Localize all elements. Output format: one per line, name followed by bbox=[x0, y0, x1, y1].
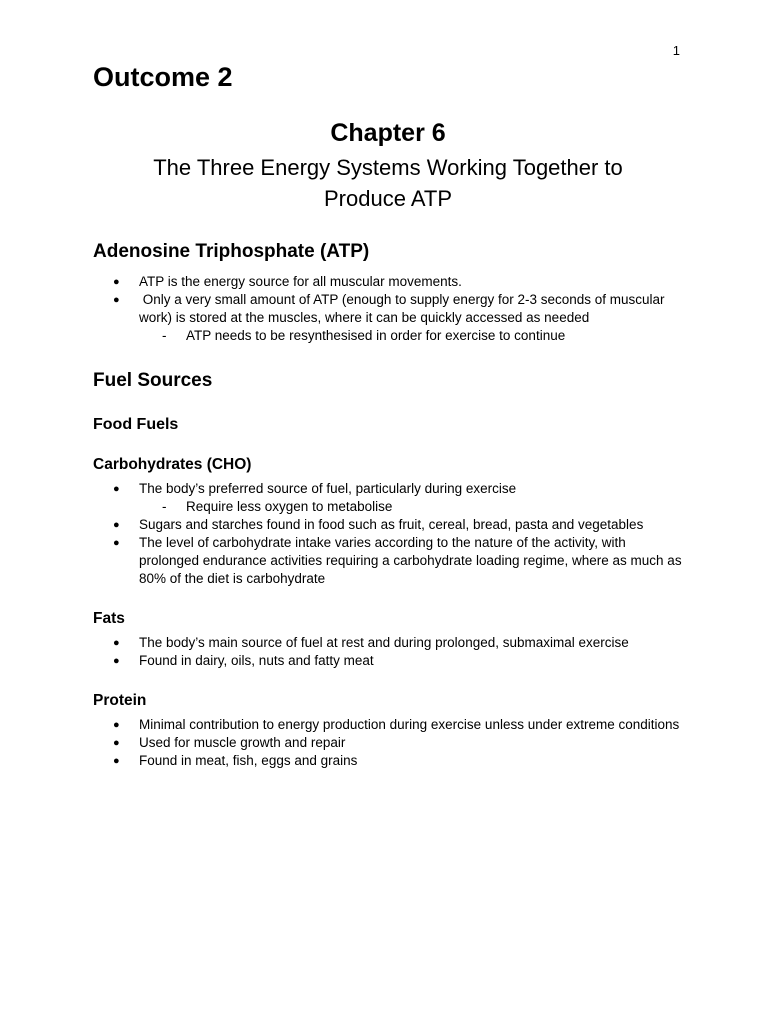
list-item-text: The body’s preferred source of fuel, particularly during exercise bbox=[139, 481, 517, 496]
list-item bbox=[93, 516, 683, 534]
outcome-title: Outcome 2 bbox=[93, 62, 233, 92]
list-item-text: Only a very small amount of ATP (enough to supply energy for 2-3 seconds of muscular work) is stored at the muscles, where it can be quickly accessed as needed bbox=[139, 292, 669, 325]
bullet-icon: ● bbox=[113, 483, 120, 495]
list-item-text: The level of carbohydrate intake varies according to the nature of the activity, with prolonged endurance activities requiring a carbohydrate loading regime, where as much as 80% of the diet is carbohydrate bbox=[139, 535, 682, 586]
dash-icon: - bbox=[162, 328, 167, 343]
subtitle-line-1: The Three Energy Systems Working Together to bbox=[153, 155, 623, 180]
sub-list-item-text: Require less oxygen to metabolise bbox=[186, 499, 393, 514]
chapter-subtitle bbox=[93, 152, 683, 214]
list-item-text: ATP is the energy source for all muscular movements. bbox=[139, 274, 462, 289]
list-item bbox=[93, 752, 683, 770]
sub-list-item bbox=[139, 498, 683, 516]
bullet-icon: ● bbox=[113, 519, 120, 531]
atp-sub-list bbox=[93, 327, 683, 345]
fats-heading: Fats bbox=[93, 610, 125, 627]
list-item-text: Found in dairy, oils, nuts and fatty meat bbox=[139, 653, 374, 668]
carbohydrates-bullet-list bbox=[93, 480, 683, 498]
list-item bbox=[93, 291, 683, 327]
list-item-text: Found in meat, fish, eggs and grains bbox=[139, 753, 358, 768]
protein-bullet-list bbox=[93, 716, 683, 770]
atp-heading: Adenosine Triphosphate (ATP) bbox=[93, 241, 370, 262]
bullet-icon: ● bbox=[113, 294, 120, 306]
subtitle-line-2: Produce ATP bbox=[324, 186, 452, 211]
list-item bbox=[93, 716, 683, 734]
list-item bbox=[93, 480, 683, 498]
bullet-icon: ● bbox=[113, 719, 120, 731]
list-item-text: Sugars and starches found in food such as fruit, cereal, bread, pasta and vegetables bbox=[139, 517, 644, 532]
list-item-text: Used for muscle growth and repair bbox=[139, 735, 346, 750]
bullet-icon: ● bbox=[113, 737, 120, 749]
carbohydrates-sub-list bbox=[93, 498, 683, 516]
list-item-text: Minimal contribution to energy production during exercise unless under extreme conditions bbox=[139, 717, 680, 732]
list-item-text: The body’s main source of fuel at rest and during prolonged, submaximal exercise bbox=[139, 635, 629, 650]
carbohydrates-bullet-list-continued bbox=[93, 516, 683, 588]
protein-heading: Protein bbox=[93, 692, 147, 709]
page-number: 1 bbox=[672, 43, 680, 58]
chapter-title: Chapter 6 bbox=[330, 119, 446, 147]
carbohydrates-heading: Carbohydrates (CHO) bbox=[93, 456, 252, 473]
fuel-sources-heading: Fuel Sources bbox=[93, 370, 213, 391]
list-item bbox=[93, 652, 683, 670]
list-item bbox=[93, 273, 683, 291]
bullet-icon: ● bbox=[113, 637, 120, 649]
list-item bbox=[93, 534, 683, 588]
bullet-icon: ● bbox=[113, 655, 120, 667]
sub-list-item-text: ATP needs to be resynthesised in order for exercise to continue bbox=[186, 328, 566, 343]
sub-list-item bbox=[139, 327, 683, 345]
list-item bbox=[93, 634, 683, 652]
bullet-icon: ● bbox=[113, 537, 120, 549]
bullet-icon: ● bbox=[113, 755, 120, 767]
dash-icon: - bbox=[162, 499, 167, 514]
food-fuels-heading: Food Fuels bbox=[93, 416, 179, 433]
atp-bullet-list bbox=[93, 273, 683, 327]
list-item bbox=[93, 734, 683, 752]
bullet-icon: ● bbox=[113, 276, 120, 288]
document-body bbox=[93, 56, 683, 770]
fats-bullet-list bbox=[93, 634, 683, 670]
